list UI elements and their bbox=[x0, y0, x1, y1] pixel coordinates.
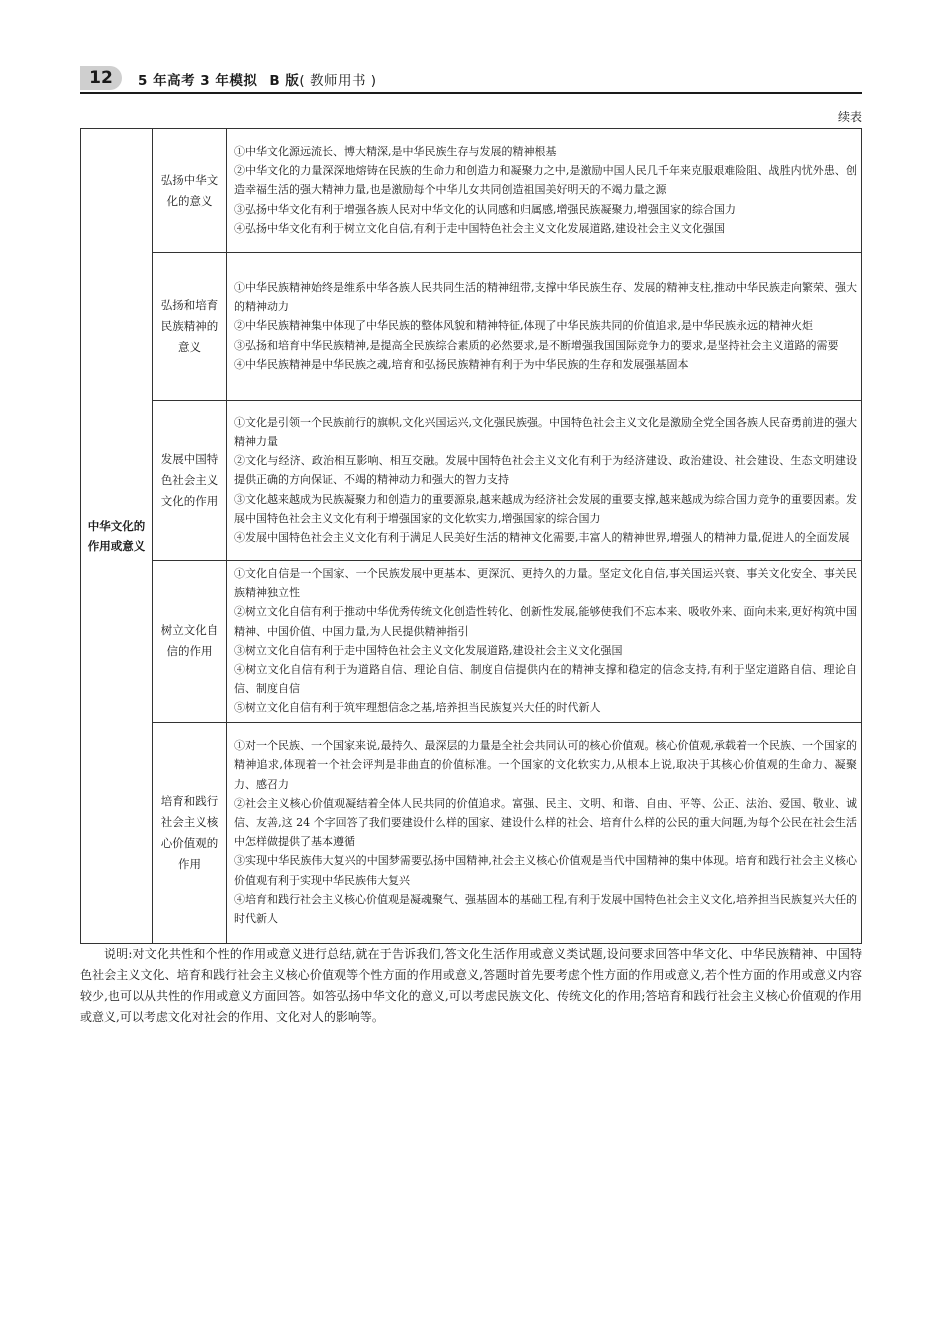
subtopic-cell bbox=[153, 129, 227, 253]
book-title-text: 5 年高考 3 年模拟 bbox=[138, 73, 258, 89]
subtopic-cell bbox=[153, 561, 227, 723]
page-number: 12 bbox=[80, 66, 122, 90]
subtopic-cell bbox=[153, 722, 227, 943]
subtopic-label: 发展中国特色社会主义文化的作用 bbox=[160, 452, 219, 508]
continued-label: 续表 bbox=[837, 110, 862, 124]
table-row bbox=[81, 722, 862, 943]
subtopic-label: 弘扬中华文化的意义 bbox=[160, 172, 219, 208]
subtopic-label: 树立文化自信的作用 bbox=[160, 623, 219, 659]
point: ④树立文化自信有利于为道路自信、理论自信、制度自信提供内在的精神支撑和稳定的信念支持,有利于坚定道路自信、理论自信、制度自信 bbox=[234, 663, 857, 696]
content-cell bbox=[227, 401, 862, 561]
point: ①文化自信是一个国家、一个民族发展中更基本、更深沉、更持久的力量。坚定文化自信,事关国运兴衰、事关文化安全、事关民族精神独立性 bbox=[234, 567, 857, 600]
book-title bbox=[138, 69, 377, 89]
point: ④发展中国特色社会主义文化有利于满足人民美好生活的精神文化需要,丰富人的精神世界,增强人的精神力量,促进人的全面发展 bbox=[234, 531, 850, 544]
content-cell bbox=[227, 722, 862, 943]
point: ④培育和践行社会主义核心价值观是凝魂聚气、强基固本的基础工程,有利于发展中国特色社会主义文化,培养担当民族复兴大任的时代新人 bbox=[234, 892, 857, 925]
page-header bbox=[80, 66, 862, 94]
subtopic-cell bbox=[153, 401, 227, 561]
point: ④弘扬中华文化有利于树立文化自信,有利于走中国特色社会主义文化发展道路,建设社会主义文化强国 bbox=[234, 221, 725, 235]
subtopic-label: 培育和践行社会主义核心价值观的作用 bbox=[160, 793, 219, 871]
point: ②社会主义核心价值观凝结着全体人民共同的价值追求。富强、民主、文明、和谐、自由、平等、公正、法治、爱国、敬业、诚信、友善,这 24 个字回答了我们要建设什么样的国家、建设什么样的社会、培育什么样的公民的重大问题,为每个公民在社会生活中怎样做提供了基本遵循 bbox=[234, 796, 857, 849]
point: ④中华民族精神是中华民族之魂,培育和弘扬民族精神有利于为中华民族的生存和发展强基固本 bbox=[234, 357, 689, 371]
point: ③树立文化自信有利于走中国特色社会主义文化发展道路,建设社会主义文化强国 bbox=[234, 643, 623, 657]
point: ①中华民族精神始终是维系中华各族人民共同生活的精神纽带,支撑中华民族生存、发展的精神支柱,推动中华民族走向繁荣、强大的精神动力 bbox=[234, 280, 857, 314]
point: ②中华文化的力量深深地熔铸在民族的生命力和创造力和凝聚力之中,是激励中国人民几千年来克服艰难险阻、战胜内忧外患、创造幸福生活的强大精神力量,也是激励每个中华儿女共同创造祖国美好明天的不竭力量之源 bbox=[234, 164, 857, 197]
point: ①中华文化源远流长、博大精深,是中华民族生存与发展的精神根基 bbox=[234, 144, 557, 158]
explanation-note: 说明:对文化共性和个性的作用或意义进行总结,就在于告诉我们,答文化生活作用或意义类试题,设问要求回答中华文化、中华民族精神、中国特色社会主义文化、培育和践行社会主义核心价值观等个性方面的作用或意义,答题时首先要考虑个性方面的作用或意义,若个性方面的作用或意义内容较少,也可以从共性的作用或意义方面回答。如答弘扬中华文化的意义,可以考虑民族文化、传统文化的作用;答培育和践行社会主义核心价值观的作用或意义,可以考虑文化对社会的作用、文化对人的影响等。 bbox=[80, 947, 862, 1024]
point: ③文化越来越成为民族凝聚力和创造力的重要源泉,越来越成为经济社会发展的重要支撑,越来越成为综合国力竞争的重要因素。发展中国特色社会主义文化有利于增强国家的文化软实力,增强国家的综合国力 bbox=[234, 492, 857, 525]
content-cell bbox=[227, 253, 862, 401]
point: ①对一个民族、一个国家来说,最持久、最深层的力量是全社会共同认可的核心价值观。核心价值观,承载着一个民族、一个国家的精神追求,体现着一个社会评判是非曲直的价值标准。一个国家的文化软实力,从根本上说,取决于其核心价值观的生命力、凝聚力、感召力 bbox=[234, 739, 857, 791]
table-row bbox=[81, 401, 862, 561]
table-row bbox=[81, 561, 862, 723]
table-row bbox=[81, 129, 862, 253]
category-cell bbox=[81, 129, 153, 944]
table-row bbox=[81, 253, 862, 401]
point: ⑤树立文化自信有利于筑牢理想信念之基,培养担当民族复兴大任的时代新人 bbox=[234, 701, 601, 715]
point: ②中华民族精神集中体现了中华民族的整体风貌和精神特征,体现了中华民族共同的价值追求,是中华民族永远的精神火炬 bbox=[234, 319, 813, 333]
point: ②文化与经济、政治相互影响、相互交融。发展中国特色社会主义文化有利于为经济建设、政治建设、社会建设、生态文明建设提供正确的方向保证、不竭的精神动力和强大的智力支持 bbox=[234, 454, 857, 487]
summary-table bbox=[80, 128, 862, 944]
category-label: 中华文化的作用或意义 bbox=[87, 518, 146, 553]
point: ①文化是引领一个民族前行的旗帜,文化兴国运兴,文化强民族强。中国特色社会主义文化是激励全党全国各族人民奋勇前进的强大精神力量 bbox=[234, 415, 857, 448]
content-cell bbox=[227, 129, 862, 253]
point: ③弘扬中华文化有利于增强各族人民对中华文化的认同感和归属感,增强民族凝聚力,增强国家的综合国力 bbox=[234, 202, 736, 216]
subtopic-label: 弘扬和培育民族精神的意义 bbox=[160, 298, 219, 354]
point: ③弘扬和培育中华民族精神,是提高全民族综合素质的必然要求,是不断增强我国国际竞争力的要求,是坚持社会主义道路的需要 bbox=[234, 338, 839, 352]
subtopic-cell bbox=[153, 253, 227, 401]
edition-note: ( 教师用书 ) bbox=[299, 73, 377, 89]
content-cell bbox=[227, 561, 862, 723]
point: ②树立文化自信有利于推动中华优秀传统文化创造性转化、创新性发展,能够使我们不忘本来、吸收外来、面向未来,更好构筑中国精神、中国价值、中国力量,为人民提供精神指引 bbox=[234, 605, 857, 638]
edition-label: B 版 bbox=[269, 73, 300, 89]
point: ③实现中华民族伟大复兴的中国梦需要弘扬中国精神,社会主义核心价值观是当代中国精神的集中体现。培育和践行社会主义核心价值观有利于实现中华民族伟大复兴 bbox=[234, 854, 857, 887]
